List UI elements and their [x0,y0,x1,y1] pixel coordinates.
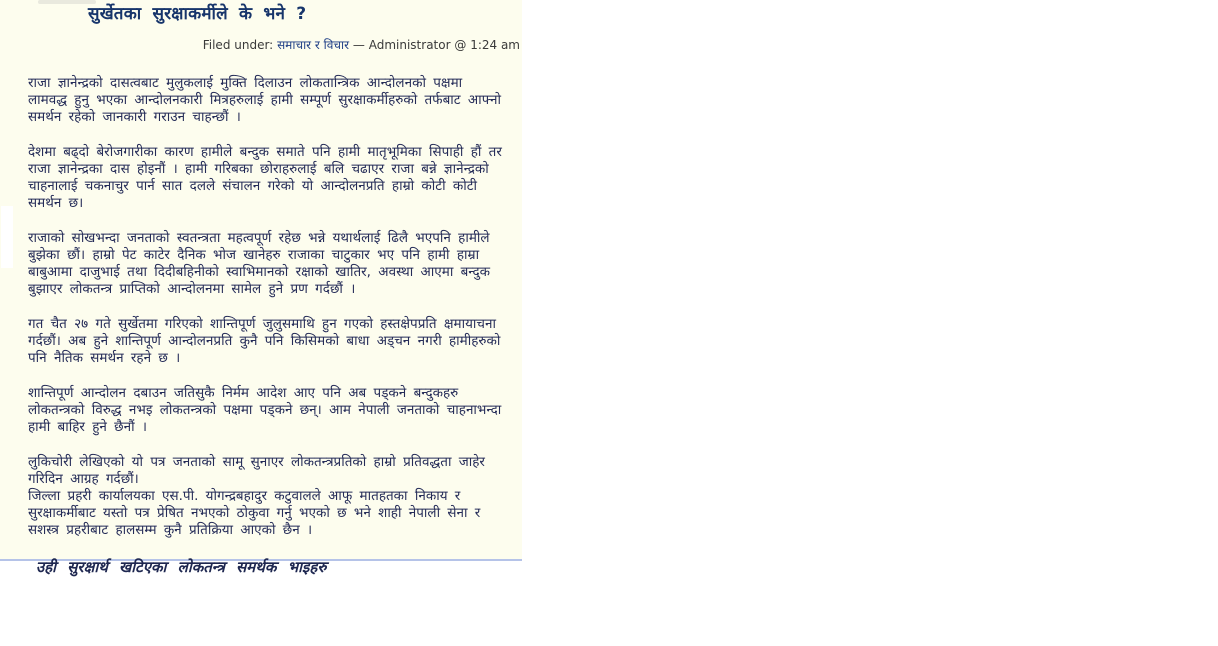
article-body [0,53,522,576]
post-time: 1:24 am [470,38,520,52]
post-title: सुर्खेतका सुरक्षाकर्मीले के भने ? [88,4,307,24]
post-meta [0,36,522,53]
left-edge-artifact [1,206,13,268]
paragraph-7: जिल्ला प्रहरी कार्यालयका एस.पी. योगन्द्रबहादुर कटुवालले आफू मातहतका निकाय र सुरक्षाकर्मीबाट यस्तो पत्र प्रेषित नभएको ठोकुवा गर्नु भएको छ भने शाही नेपाली सेना र सशस्त्र प्रहरीबाट हालसम्म कुनै प्रतिक्रिया आएको छैन । [28,488,481,538]
paragraph-1: राजा ज्ञानेन्द्रको दासत्वबाट मुलुकलाई मुक्ति दिलाउन लोकतान्त्रिक आन्दोलनको पक्षमा लामवद्ध हुनु भएका आन्दोलनकारी मित्रहरुलाई हामी सम्पूर्ण सुरक्षाकर्मीहरुको तर्फबाट आफ्नो समर्थन रहेको जानकारी गराउन चाहन्छौं । [28,75,501,125]
paragraph-6: लुकिचोरी लेखिएको यो पत्र जनताको सामू सुनाएर लोकतन्त्रप्रतिको हाम्रो प्रतिवद्धता जाहेर गरिदिन आग्रह गर्दछौं। [28,454,485,487]
category-link[interactable]: समाचार र विचार [277,38,350,52]
author-name: Administrator [368,38,451,52]
paragraph-3: राजाको सोखभन्दा जनताको स्वतन्त्रता महत्वपूर्ण रहेछ भन्ने यथार्थलाई ढिलै भएपनि हामीले बुझेका छौं। हाम्रो पेट काटेर दैनिक भोज खानेहरु राजाका चाटुकार भए पनि हामी हाम्रा बाबुआमा दाजुभाई तथा दिदीबहिनीको स्वाभिमानको रक्षाको खातिर, अवस्था आएमा बन्दुक बुझाएर लोकतन्त्र प्राप्तिको आन्दोलनमा सामेल हुने प्रण गर्दछौं । [28,230,491,297]
paragraph-5: शान्तिपूर्ण आन्दोलन दबाउन जतिसुकै निर्मम आदेश आए पनि अब पड्कने बन्दुकहरु लोकतन्त्रको विरुद्ध नभइ लोकतन्त्रको पक्षमा पड्कने छन्। आम नेपाली जनताको चाहनाभन्दा हामी बाहिर हुने छैनौं । [28,385,502,435]
paragraph-2: देशमा बढ्दो बेरोजगारीका कारण हामीले बन्दुक समाते पनि हामी मातृभूमिका सिपाही हौं तर राजा ज्ञानेन्द्रका दास होइनौं । हामी गरिबका छोराहरुलाई बलि चढाएर राजा बन्ने ज्ञानेन्द्रको चाहनालाई चकनाचुर पार्न सात दलले संचालन गरेको यो आन्दोलनप्रति हाम्रो कोटी कोटी समर्थन छ। [28,144,502,211]
paragraph-4: गत चैत २७ गते सुर्खेतमा गरिएको शान्तिपूर्ण जुलुसमाथि हुन गएको हस्तक्षेपप्रति क्षमायाचना गर्दछौं। अब हुने शान्तिपूर्ण आन्दोलनप्रति कुनै पनि किसिमको बाधा अड्चन नगरी हामीहरुको पनि नैतिक समर्थन रहने छ । [28,316,501,366]
top-edge-artifact [38,0,96,4]
post-content-panel [0,0,522,576]
filed-under-label: Filed under: [202,38,274,52]
meta-separator: — [352,38,365,52]
at-symbol: @ [454,38,467,52]
signature-line: उही सुरक्षार्थ खटिएका लोकतन्त्र समर्थक भाइहरु [36,558,327,576]
